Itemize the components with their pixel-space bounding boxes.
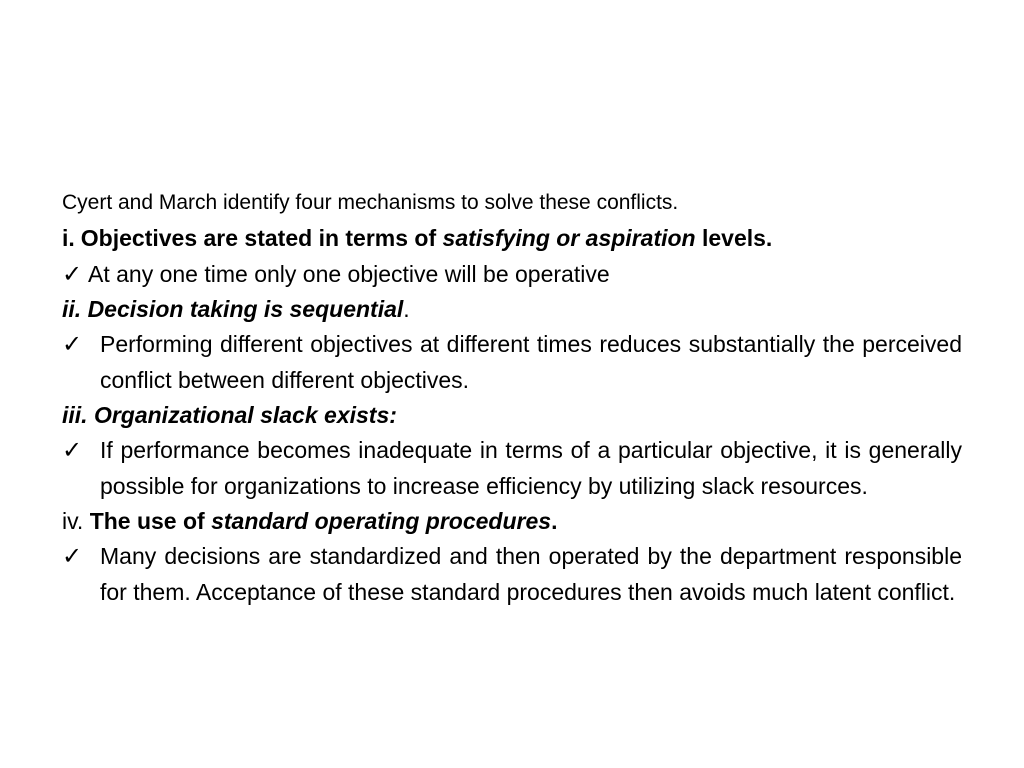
mechanism-3-bullet-text: If performance becomes inadequate in terms of a particular objective, it is generally possible for organizations to increase efficiency by utilizing slack resources. — [100, 437, 962, 499]
mechanism-4-heading-part-2: standard operating procedures — [211, 508, 552, 534]
mechanism-1-bullet — [62, 256, 962, 292]
mechanism-2-bullet-text: Performing different objectives at different times reduces substantially the perceived conflict between different objectives. — [100, 331, 962, 393]
mechanism-3-bullet — [62, 432, 962, 504]
mechanism-3-heading — [62, 398, 962, 432]
mechanism-4-heading — [62, 504, 962, 538]
mechanism-2-heading-part-2: . — [403, 296, 410, 322]
mechanism-4-number: iv. — [62, 508, 84, 534]
mechanism-4-bullet-text: Many decisions are standardized and then operated by the department responsible for them. Acceptance of these standard procedures then avoids much latent conflict. — [100, 543, 962, 605]
mechanism-2-bullet — [62, 326, 962, 398]
mechanism-4-bullet — [62, 538, 962, 610]
slide-content — [62, 186, 962, 610]
checkmark-icon: ✓ — [62, 542, 83, 570]
mechanism-2-number: ii. — [62, 296, 82, 322]
mechanism-4-heading-part-1: The use of — [89, 508, 212, 534]
checkmark-icon: ✓ — [62, 330, 83, 358]
mechanism-1-bullet-text: At any one time only one objective will be operative — [88, 261, 610, 287]
mechanism-4-heading-part-3: . — [551, 508, 558, 534]
mechanism-3-number: iii. — [62, 402, 88, 428]
checkmark-icon: ✓ — [62, 436, 83, 464]
mechanism-2-heading-part-1: Decision taking is sequential — [87, 296, 404, 322]
mechanism-1-heading-part-1: Objectives are stated in terms of — [80, 225, 443, 251]
checkmark-icon: ✓ — [62, 260, 83, 288]
mechanism-2-heading — [62, 292, 962, 326]
mechanism-1-heading — [62, 220, 962, 256]
mechanism-1-number: i. — [62, 225, 75, 251]
mechanism-1-heading-part-2: satisfying or aspiration — [442, 225, 696, 251]
mechanism-1-heading-part-3: levels. — [695, 225, 773, 251]
intro-text: Cyert and March identify four mechanisms to solve these conflicts. — [62, 191, 679, 214]
mechanism-3-heading-part-1: Organizational slack exists: — [93, 402, 397, 428]
